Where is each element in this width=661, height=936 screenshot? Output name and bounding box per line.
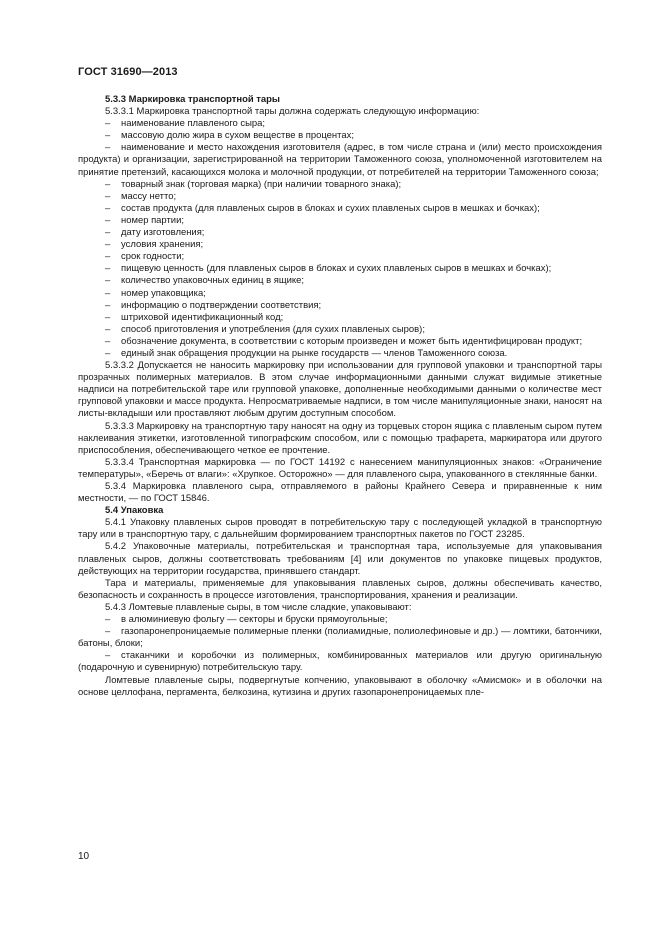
list-item-cups: – стаканчики и коробочки из полимерных, комбинированных материалов или другую оригинальную (подарочную и сувенирную) потребительскую тару. [78, 650, 602, 674]
list-item-conformity-mark: – единый знак обращения продукции на рынке государств — членов Таможенного союза. [105, 347, 508, 359]
dash-marker: – [105, 142, 111, 154]
list-item: – наименование плавленого сыра; [105, 118, 266, 130]
dash-marker: – [105, 239, 111, 251]
list-item-foil: – в алюминиевую фольгу — секторы и бруски прямоугольные; [105, 614, 388, 626]
list-item: – условия хранения; [105, 239, 204, 251]
dash-marker: – [105, 263, 111, 275]
paragraph-5-4-2: 5.4.2 Упаковочные материалы, потребительская и транспортная тара, используемые для упаковывания плавленых сыров, должны соответствовать требованиям [4] или документов по упаковке пищевых продуктов, действующих на территории государства, принявшего стандарт. [78, 541, 602, 577]
list-item: – массовую долю жира в сухом веществе в процентах; [105, 130, 354, 142]
section-5-4-heading: 5.4 Упаковка [105, 505, 164, 517]
list-item: – дату изготовления; [105, 227, 205, 239]
standard-header: ГОСТ 31690—2013 [78, 66, 178, 78]
dash-marker: – [105, 299, 111, 311]
paragraph-5-4-3: 5.4.3 Ломтевые плавленые сыры, в том числе сладкие, упаковывают: [105, 601, 412, 613]
list-item: – количество упаковочных единиц в ящике; [105, 275, 305, 287]
dash-marker: – [105, 614, 111, 626]
list-item: – штриховой идентификационный код; [105, 311, 284, 323]
dash-marker: – [105, 335, 111, 347]
list-item: – срок годности; [105, 251, 185, 263]
paragraph-smoked: Ломтевые плавленые сыры, подвергнутые копчению, упаковывают в оболочку «Амисмок» и в оболочки на основе целлофана, пергамента, белкозина, кутизина и других газопаронепроницаемых пле- [78, 674, 602, 698]
dash-marker: – [105, 347, 111, 359]
dash-marker: – [105, 650, 111, 662]
dash-marker: – [105, 130, 111, 142]
document-body [78, 94, 602, 699]
list-item: – номер партии; [105, 214, 184, 226]
list-item-document-designation: – обозначение документа, в соответствии с которым произведен и может быть идентифицирован продукт; [105, 335, 583, 347]
list-item: – номер упаковщика; [105, 287, 206, 299]
paragraph-5-3-3-2: 5.3.3.2 Допускается не наносить маркировку при использовании для групповой упаковки и транспортной тары прозрачных полимерных материалов. В этом случае информационными данными служат видимые этикетные надписи на потребительской таре или групповой упаковке, дополненные необходимыми данными о количестве мест групповой упаковки и массе продукта. Непросматриваемые надписи, в том числе манипуляционные знаки, наносят на листы-вкладыши или проставляют любым другим доступным способом. [78, 360, 602, 420]
list-item: – способ приготовления и употребления (для сухих плавленых сыров); [105, 323, 425, 335]
dash-marker: – [105, 118, 111, 130]
page-number: 10 [78, 851, 90, 862]
paragraph-5-3-3-4: 5.3.3.4 Транспортная маркировка — по ГОСТ 14192 с нанесением манипуляционных знаков: «Ограничение температуры», «Беречь от влаги»: «Хрупкое. Осторожно» — для плавленого сыра, упакованного в стеклянные банки. [78, 456, 602, 480]
dash-marker: – [105, 323, 111, 335]
list-item: – массу нетто; [105, 190, 177, 202]
dash-marker: – [105, 178, 111, 190]
dash-marker: – [105, 626, 111, 638]
list-item: – товарный знак (торговая марка) (при наличии товарного знака); [105, 178, 402, 190]
dash-marker: – [105, 287, 111, 299]
list-item: – пищевую ценность (для плавленых сыров в блоках и сухих плавленых сыров в мешках и бочках); [105, 263, 552, 275]
dash-marker: – [105, 227, 111, 239]
list-item: – состав продукта (для плавленых сыров в блоках и сухих плавленых сыров в мешках и бочках); [105, 202, 540, 214]
dash-marker: – [105, 190, 111, 202]
list-item: – информацию о подтверждении соответствия; [105, 299, 322, 311]
dash-marker: – [105, 251, 111, 263]
dash-marker: – [105, 214, 111, 226]
section-5-3-3-heading: 5.3.3 Маркировка транспортной тары [105, 94, 280, 105]
list-item-film: – газопаронепроницаемые полимерные пленки (полиамидные, полиолефиновые и др.) — ломтики, батончики, батоны, блоки; [78, 626, 602, 650]
list-item-manufacturer: – наименование и место нахождения изготовителя (адрес, в том числе страна и (или) место происхождения продукта) и организации, зарегистрированной на территории Таможенного союза, уполномоченной изготовителем на принятие претензий, касающихся молока и молочной продукции, от потребителей на территории Таможенного союза; [78, 142, 602, 178]
dash-marker: – [105, 275, 111, 287]
paragraph-5-3-3-1: 5.3.3.1 Маркировка транспортной тары должна содержать следующую информацию: [105, 106, 480, 118]
dash-marker: – [105, 202, 111, 214]
dash-marker: – [105, 311, 111, 323]
paragraph-tara: Тара и материалы, применяемые для упаковывания плавленых сыров, должны обеспечивать качество, безопасность и сохранность в процессе изготовления, транспортирования, хранения и реализации. [78, 577, 602, 601]
paragraph-5-4-1: 5.4.1 Упаковку плавленых сыров проводят в потребительскую тару с последующей укладкой в транспортную тару или в транспортную тару, с дальнейшим формированием транспортных пакетов по ГОСТ 23285. [78, 517, 602, 541]
paragraph-5-3-4: 5.3.4 Маркировка плавленого сыра, отправляемого в районы Крайнего Севера и приравненные к ним местности, — по ГОСТ 15846. [78, 481, 602, 505]
paragraph-5-3-3-3: 5.3.3.3 Маркировку на транспортную тару наносят на одну из торцевых сторон ящика с плавленым сыром путем наклеивания этикетки, изготовленной типографским способом, или с помощью трафарета, маркиратора или другого приспособления, обеспечивающего четкое ее прочтение. [78, 420, 602, 456]
